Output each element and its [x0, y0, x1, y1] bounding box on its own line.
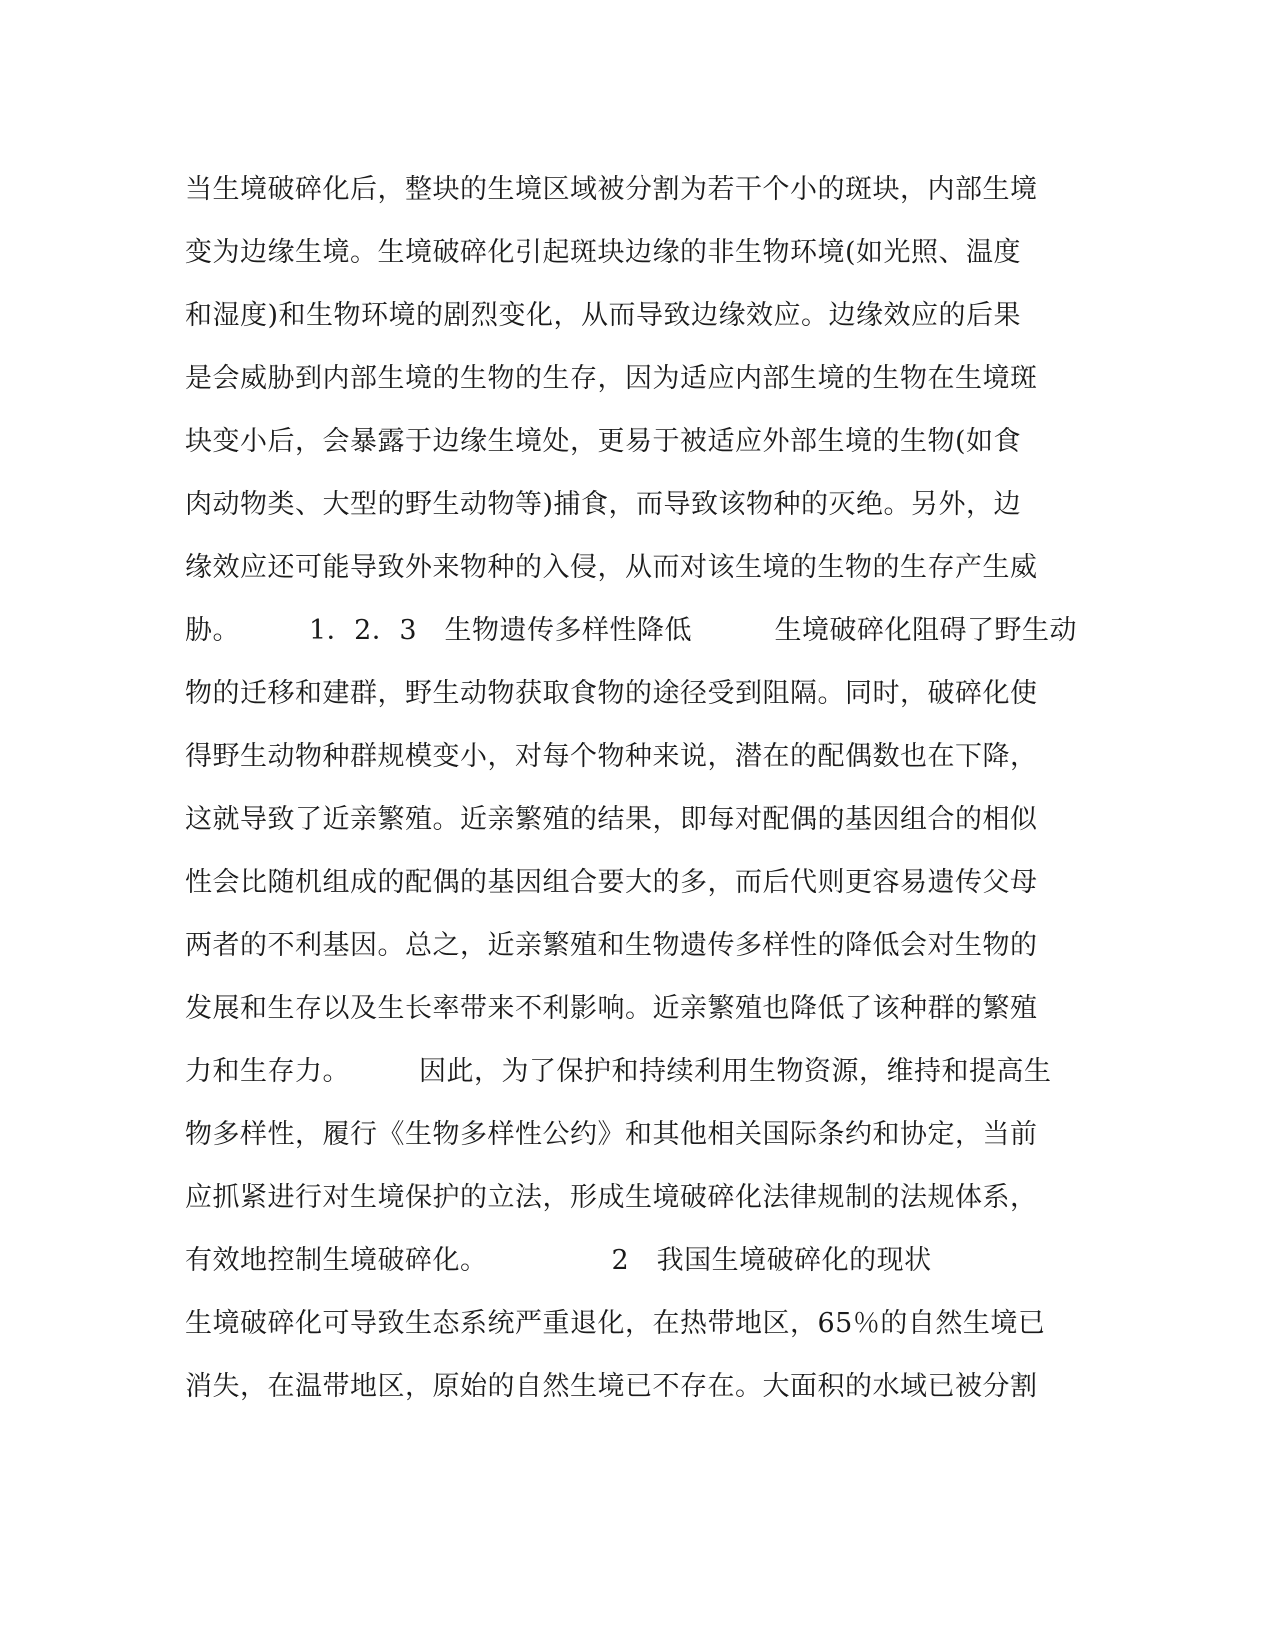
text-line: 胁。 1．2．3 生物遗传多样性降低 生境破碎化阻碍了野生动	[185, 615, 1078, 646]
text-line: 应抓紧进行对生境保护的立法，形成生境破碎化法律规制的法规体系，	[185, 1182, 1038, 1213]
text-line: 块变小后，会暴露于边缘生境处，更易于被适应外部生境的生物(如食	[185, 426, 1022, 457]
text-line: 肉动物类、大型的野生动物等)捕食，而导致该物种的灭绝。另外，边	[185, 489, 1022, 520]
text-line: 缘效应还可能导致外来物种的入侵，从而对该生境的生物的生存产生威	[185, 552, 1038, 583]
text-line: 发展和生存以及生长率带来不利影响。近亲繁殖也降低了该种群的繁殖	[185, 993, 1038, 1024]
body-text	[185, 158, 1095, 1418]
text-line: 物的迁移和建群，野生动物获取食物的途径受到阻隔。同时，破碎化使	[185, 678, 1038, 709]
text-line: 和湿度)和生物环境的剧烈变化，从而导致边缘效应。边缘效应的后果	[185, 300, 1022, 331]
text-line: 有效地控制生境破碎化。 2 我国生境破碎化的现状	[185, 1245, 932, 1276]
text-line: 是会威胁到内部生境的生物的生存，因为适应内部生境的生物在生境斑	[185, 363, 1038, 394]
text-line: 这就导致了近亲繁殖。近亲繁殖的结果，即每对配偶的基因组合的相似	[185, 804, 1038, 835]
text-line: 得野生动物种群规模变小，对每个物种来说，潜在的配偶数也在下降，	[185, 741, 1038, 772]
text-line: 消失，在温带地区，原始的自然生境已不存在。大面积的水域已被分割	[185, 1371, 1038, 1402]
text-line: 变为边缘生境。生境破碎化引起斑块边缘的非生物环境(如光照、温度	[185, 237, 1022, 268]
text-line: 物多样性，履行《生物多样性公约》和其他相关国际条约和协定，当前	[185, 1119, 1038, 1150]
text-line: 性会比随机组成的配偶的基因组合要大的多，而后代则更容易遗传父母	[185, 867, 1038, 898]
text-line: 两者的不利基因。总之，近亲繁殖和生物遗传多样性的降低会对生物的	[185, 930, 1038, 961]
text-line: 生境破碎化可导致生态系统严重退化，在热带地区，65％的自然生境已	[185, 1308, 1046, 1339]
text-line: 力和生存力。 因此，为了保护和持续利用生物资源，维持和提高生	[185, 1056, 1052, 1087]
text-line: 当生境破碎化后，整块的生境区域被分割为若干个小的斑块，内部生境	[185, 174, 1038, 205]
